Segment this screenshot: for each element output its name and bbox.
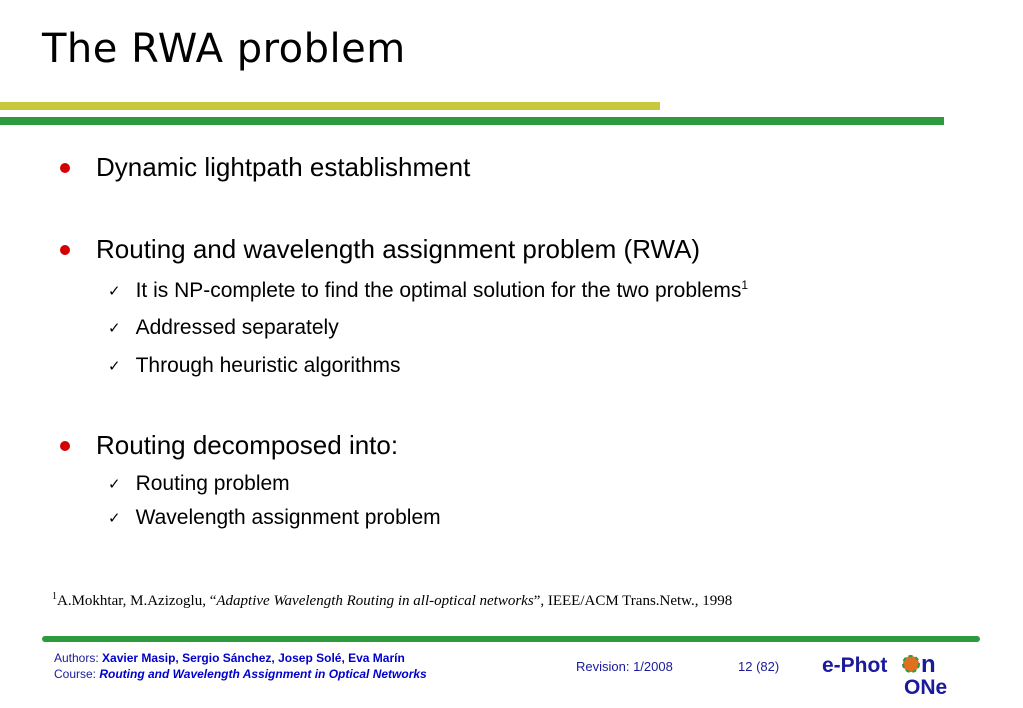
red-bullet-icon — [60, 441, 70, 451]
checkmark-icon: ✓ — [108, 319, 121, 337]
footer-authors: Authors: Xavier Masip, Sergio Sánchez, Josep Solé, Eva Marín — [54, 651, 405, 665]
checkmark-icon: ✓ — [108, 475, 121, 493]
logo-text-line1: e-Phot — [822, 654, 888, 677]
checkmark-icon: ✓ — [108, 357, 121, 375]
footer-page-number: 12 (82) — [738, 659, 780, 674]
sub-bullet-item — [108, 472, 290, 496]
checkmark-icon: ✓ — [108, 281, 121, 300]
e-photon-one-logo — [822, 650, 962, 696]
bullet-item — [60, 234, 700, 265]
logo-text-line2: ONe — [904, 676, 948, 696]
sub-bullet-text: It is NP-complete to find the optimal solution for the two problems$^1$ — [135, 278, 749, 302]
red-bullet-icon — [60, 245, 70, 255]
footnote-reference: $^1$A.Mokhtar, M.Azizoglu, “Adaptive Wavelength Routing in all-optical networks”, IEEE/ACM Trans.Netw., 1998 — [52, 591, 733, 609]
title-underline-green — [0, 117, 944, 125]
title-underline-yellow — [0, 102, 660, 110]
sub-bullet-text: Wavelength assignment problem — [135, 506, 441, 529]
sub-bullet-item — [108, 506, 441, 530]
sub-bullet-text: Through heuristic algorithms — [135, 354, 401, 377]
bullet-item — [60, 152, 470, 183]
sub-bullet-item — [108, 316, 339, 340]
bullet-text: Routing decomposed into: — [96, 430, 399, 460]
bullet-text: Dynamic lightpath establishment — [96, 152, 471, 182]
footer-course: Course: Routing and Wavelength Assignment in Optical Networks — [54, 667, 427, 681]
footer-divider — [42, 636, 980, 642]
red-bullet-icon — [60, 163, 70, 173]
footer-revision: Revision: 1/2008 — [576, 659, 673, 674]
sub-bullet-text: Addressed separately — [135, 316, 339, 339]
logo-text-n: n — [921, 651, 936, 678]
sub-bullet-text: Routing problem — [135, 472, 290, 495]
sub-bullet-item — [108, 278, 748, 303]
checkmark-icon: ✓ — [108, 509, 121, 527]
page-title: The RWA problem — [42, 26, 406, 72]
bullet-text: Routing and wavelength assignment problem (RWA) — [96, 234, 701, 264]
sub-bullet-item — [108, 354, 401, 378]
bullet-item — [60, 430, 398, 461]
